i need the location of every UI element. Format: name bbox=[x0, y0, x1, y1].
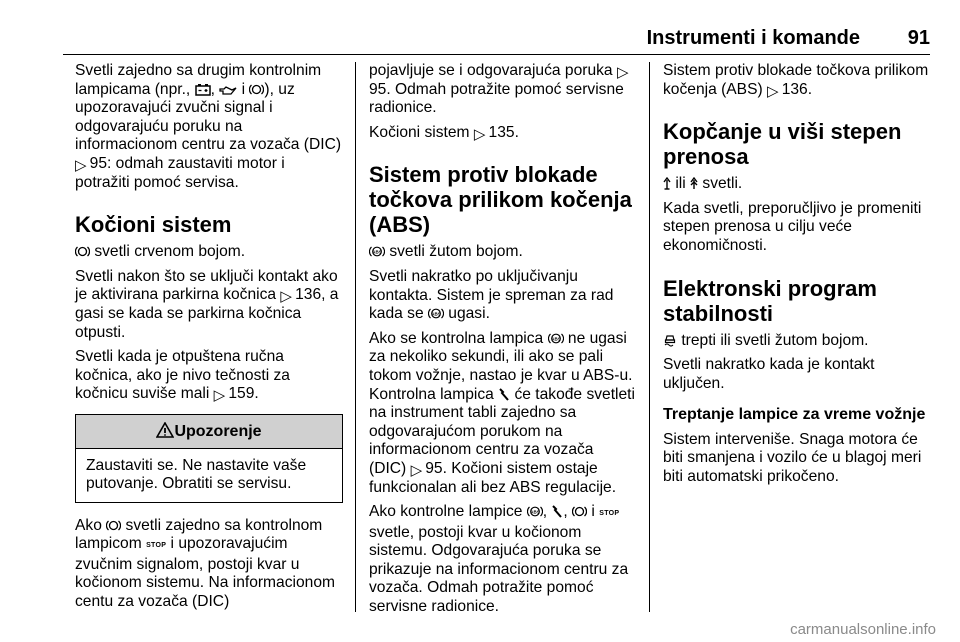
text: trepti ili svetli žutom bojom. bbox=[677, 331, 869, 349]
warning-header bbox=[76, 415, 342, 449]
reference-arrow-icon: ▷ bbox=[616, 64, 629, 81]
upshift-arrow-icon bbox=[663, 177, 671, 193]
text: , bbox=[210, 80, 220, 98]
wrench-icon bbox=[551, 505, 563, 521]
text: i bbox=[237, 80, 250, 98]
text: 95. Odmah potražite pomoć servisne radionice. bbox=[369, 80, 624, 117]
text: i bbox=[587, 503, 600, 521]
paragraph bbox=[369, 330, 635, 497]
abs-icon bbox=[527, 505, 543, 521]
brake-warning-icon bbox=[249, 83, 264, 99]
paragraph bbox=[369, 124, 635, 143]
paragraph bbox=[75, 243, 343, 262]
text: Ako se kontrolna lampica bbox=[369, 329, 548, 347]
paragraph bbox=[369, 503, 635, 617]
page-header-title: Instrumenti i komande bbox=[646, 27, 860, 49]
reference-arrow-icon: ▷ bbox=[75, 156, 87, 174]
brake-warning-icon bbox=[75, 245, 90, 261]
text: Svetli kada je otpuštena ručna kočnica, ako je nivo tečnosti za kočnicu suviše mali bbox=[75, 348, 290, 403]
text: Svetli nakratko po uključivanju kontakta. Sistem je spreman za rad kada se bbox=[369, 267, 614, 323]
text: 159. bbox=[228, 385, 259, 403]
text: i upozoravajućim zvučnim signalom, postoji kvar u kočionom sistemu. Na informacionom centu za vozača (DIC) bbox=[75, 535, 335, 611]
header-rule bbox=[63, 54, 930, 55]
subheading-blinking: Treptanje lampice za vreme vožnje bbox=[663, 406, 926, 424]
text: 135. bbox=[488, 123, 519, 141]
text: ne ugasi za nekoliko sekundi, ili ako se pali tokom vožnje, nastao je kvar u ABS-u. Kontrolna lampica bbox=[369, 329, 633, 403]
heading-brake-system: Kočioni sistem bbox=[75, 212, 232, 238]
watermark: carmanualsonline.info bbox=[790, 621, 936, 638]
text: će takođe svetleti na instrument tabli zajedno sa odgovarajućom porukom na informacionom centru za vozača (DIC) bbox=[369, 385, 635, 477]
paragraph bbox=[663, 332, 931, 351]
paragraph bbox=[75, 268, 343, 342]
text: svetli crvenom bojom. bbox=[90, 243, 246, 261]
heading-abs: Sistem protiv blokade točkova prilikom kočenja (ABS) bbox=[369, 162, 632, 238]
text: Sistem protiv blokade točkova prilikom kočenja (ABS) bbox=[663, 62, 929, 98]
warning-triangle-icon bbox=[156, 422, 174, 441]
abs-icon bbox=[548, 332, 564, 348]
text: 95: odmah zaustaviti motor i potražiti pomoć servisa. bbox=[75, 154, 285, 191]
page-number: 91 bbox=[907, 27, 930, 49]
text: Ako bbox=[75, 516, 107, 534]
paragraph bbox=[369, 62, 635, 118]
stop-icon: STOP bbox=[599, 510, 620, 518]
heading-esc: Elektronski program stabilnosti bbox=[663, 275, 877, 326]
text: svetli. bbox=[698, 175, 743, 193]
text: Svetli zajedno sa drugim kontrolnim lampicama (npr., bbox=[75, 62, 322, 98]
heading-upshift: Kopčanje u viši stepen prenosa bbox=[663, 119, 902, 170]
brake-warning-icon bbox=[106, 519, 121, 535]
text: ili bbox=[671, 175, 691, 193]
text: Svetli nakon što se uključi kontakt ako je aktivirana parkirna kočnica bbox=[75, 267, 338, 304]
reference-arrow-icon: ▷ bbox=[410, 461, 423, 479]
stop-icon: STOP bbox=[146, 542, 167, 550]
reference-arrow-icon: ▷ bbox=[213, 387, 226, 405]
paragraph bbox=[369, 243, 635, 262]
oil-can-icon bbox=[219, 84, 237, 99]
reference-arrow-icon: ▷ bbox=[280, 288, 292, 306]
paragraph bbox=[663, 175, 931, 194]
text: ), uz upozoravajući zvučni signal i odgovarajuću poruku na informacionom centru za vozača (DIC) bbox=[75, 80, 342, 154]
text: 136. bbox=[781, 80, 813, 98]
text: , bbox=[563, 503, 573, 521]
warning-text: Zaustaviti se. Ne nastavite vaše putovanje. Obratiti se servisu. bbox=[86, 456, 307, 493]
text: 95. Kočioni sistem ostaje funkcionalan ali bez ABS regulacije. bbox=[369, 459, 617, 496]
reference-arrow-icon: ▷ bbox=[473, 125, 486, 143]
svg-text:ABS: ABS bbox=[431, 311, 441, 317]
column-2 bbox=[369, 62, 635, 623]
paragraph: Kada svetli, preporučljivo je promeniti stepen prenosa u cilju veće ekonomičnosti. bbox=[663, 199, 922, 254]
upshift-double-arrow-icon bbox=[690, 177, 698, 193]
column-1 bbox=[75, 62, 343, 618]
abs-icon bbox=[369, 245, 385, 261]
text: svetli žutom bojom. bbox=[385, 243, 523, 261]
warning-title: Upozorenje bbox=[174, 422, 262, 440]
warning-box bbox=[75, 414, 343, 503]
paragraph: Svetli nakratko kada je kontakt uključen. bbox=[663, 356, 875, 392]
brake-warning-icon bbox=[572, 505, 587, 521]
paragraph bbox=[663, 62, 931, 99]
svg-text:ABS: ABS bbox=[550, 336, 561, 342]
text: pojavljuje se i odgovarajuća poruka bbox=[369, 62, 617, 79]
reference-arrow-icon: ▷ bbox=[767, 82, 779, 100]
battery-icon bbox=[195, 83, 211, 99]
column-divider-1 bbox=[355, 62, 356, 612]
column-divider-2 bbox=[649, 62, 650, 612]
abs-icon bbox=[428, 307, 444, 323]
svg-text:ABS: ABS bbox=[529, 509, 540, 515]
column-3 bbox=[663, 62, 931, 493]
paragraph bbox=[369, 268, 635, 324]
esc-skid-icon bbox=[663, 333, 677, 350]
text: Kočioni sistem bbox=[369, 123, 474, 141]
text: , bbox=[542, 503, 552, 521]
text: Ako kontrolne lampice bbox=[369, 503, 527, 521]
paragraph bbox=[75, 62, 343, 192]
svg-text:ABS: ABS bbox=[372, 249, 382, 255]
text: svetle, postoji kvar u kočionom sistemu. Odgovarajuća poruka se prikazuje na informacionom centru za vozača. Odmah potražite pomoć servisne radionice. bbox=[369, 523, 629, 616]
paragraph bbox=[75, 348, 343, 404]
text: 136, a gasi se kada se parkirna kočnica otpusti. bbox=[75, 286, 339, 341]
wrench-icon bbox=[498, 388, 510, 404]
text: ugasi. bbox=[443, 305, 490, 323]
paragraph: Sistem interveniše. Snaga motora će biti smanjena i vozilo će u blagoj meri biti automatski prikočeno. bbox=[663, 430, 922, 486]
paragraph bbox=[75, 517, 343, 612]
text: svetli zajedno sa kontrolnom lampicom bbox=[75, 516, 323, 553]
